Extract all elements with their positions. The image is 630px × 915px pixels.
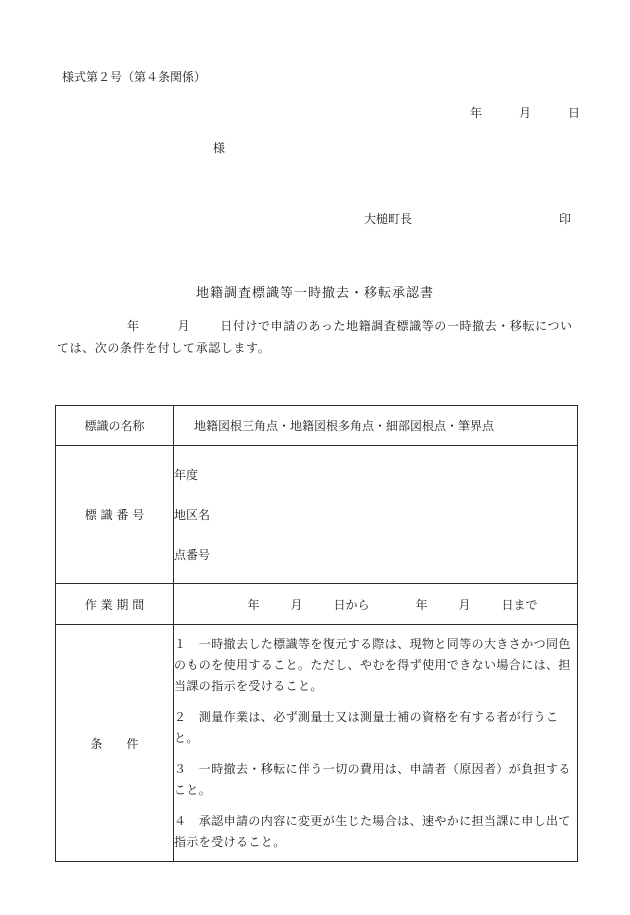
period-start-day: 日から: [333, 597, 370, 612]
statement-text: 日付けで申請のあった地籍調査標識等の一時撤去・移転については、次の条件を付して承認します。: [57, 319, 573, 355]
approval-table: [55, 405, 578, 862]
condition-item: １ 一時撤去した標識等を復元する際は、現物と同等の大きさかつ同色のものを使用すること。ただし、やむを得ず使用できない場合には、担当課の指示を受けること。: [174, 636, 571, 693]
addressee-honorific: 様: [213, 141, 226, 155]
district-name-label: 地区名: [174, 507, 211, 522]
condition-item: ２ 測量作業は、必ず測量士又は測量士補の資格を有する者が行うこと。: [174, 709, 559, 745]
point-number-label: 点番号: [174, 547, 211, 562]
condition-item: ３ 一時撤去・移転に伴う一切の費用は、申請者（原因者）が負担すること。: [174, 761, 571, 797]
document-title: 地籍調査標識等一時撤去・移転承認書: [195, 286, 434, 301]
work-period-label: 作 業 期 間: [56, 584, 174, 625]
approval-statement: [57, 315, 577, 359]
conditions-list: [174, 625, 578, 862]
issuer-name: 大槌町長: [364, 212, 413, 226]
period-end-day: 日まで: [501, 597, 538, 612]
period-start-year: 年: [247, 597, 260, 612]
period-end-year: 年: [415, 597, 428, 612]
table-row: [56, 625, 578, 862]
condition-item: ４ 承認申請の内容に変更が生じた場合は、速やかに担当課に申し出て指示を受けること。: [174, 813, 571, 849]
seal-mark: 印: [559, 212, 572, 226]
period-end-month: 月: [458, 597, 471, 612]
period-start-month: 月: [290, 597, 303, 612]
form-number: 様式第２号（第４条関係）: [62, 70, 207, 84]
marker-number-fields: [174, 446, 578, 584]
table-row: [56, 584, 578, 625]
work-period-value: [174, 584, 578, 625]
marker-name-label: 標識の名称: [56, 406, 174, 446]
date-year-label: 年: [470, 106, 483, 120]
conditions-label: 条 件: [56, 625, 174, 862]
date-day-label: 日: [567, 106, 580, 120]
issue-date: [470, 104, 580, 121]
fiscal-year-label: 年度: [174, 467, 199, 482]
marker-number-label: 標 識 番 号: [56, 446, 174, 584]
table-row: [56, 446, 578, 584]
marker-name-value: 地籍図根三角点・地籍図根多角点・細部図根点・筆界点: [174, 406, 578, 446]
statement-year: 年: [127, 319, 140, 333]
date-month-label: 月: [518, 106, 531, 120]
statement-month: 月: [177, 319, 191, 333]
table-row: [56, 406, 578, 446]
